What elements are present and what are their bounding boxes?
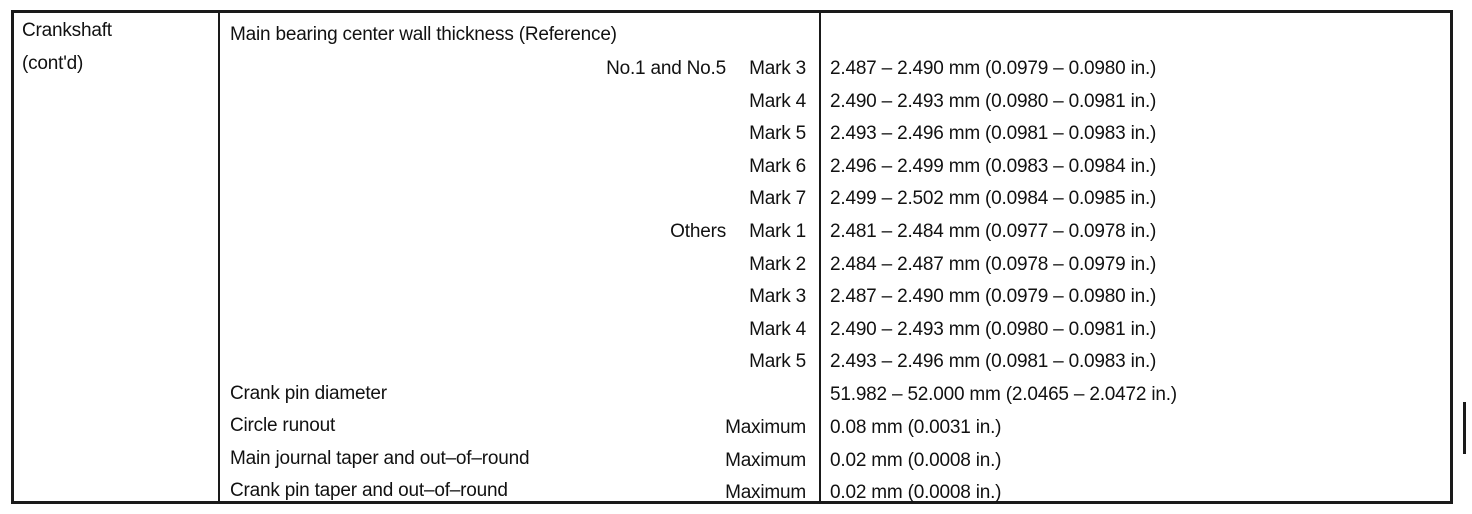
row-value: 2.484 – 2.487 mm (0.0978 – 0.0979 in.) <box>830 254 1157 275</box>
row-value: 2.493 – 2.496 mm (0.0981 – 0.0983 in.) <box>830 351 1157 372</box>
row-mark: Mark 5 <box>749 351 806 372</box>
row-mark: Mark 4 <box>749 91 806 112</box>
group-title: Crankshaft <box>22 20 112 41</box>
row-value: 2.487 – 2.490 mm (0.0979 – 0.0980 in.) <box>830 58 1157 79</box>
row-mark: Mark 1 <box>749 221 806 242</box>
spec-value: 0.02 mm (0.0008 in.) <box>830 450 1002 471</box>
row-mark: Mark 4 <box>749 319 806 340</box>
group-subtitle: (cont'd) <box>22 53 84 74</box>
row-mark: Mark 2 <box>749 254 806 275</box>
revision-bar <box>1463 402 1466 454</box>
row-mark: Mark 7 <box>749 188 806 209</box>
row-group-label: Others <box>670 221 726 242</box>
spec-item: Crank pin taper and out–of–round <box>230 480 508 501</box>
spec-qualifier: Maximum <box>725 482 806 503</box>
row-value: 2.490 – 2.493 mm (0.0980 – 0.0981 in.) <box>830 91 1157 112</box>
column-divider-2 <box>819 13 821 501</box>
row-mark: Mark 6 <box>749 156 806 177</box>
row-mark: Mark 3 <box>749 58 806 79</box>
row-value: 2.481 – 2.484 mm (0.0977 – 0.0978 in.) <box>830 221 1157 242</box>
row-value: 2.487 – 2.490 mm (0.0979 – 0.0980 in.) <box>830 286 1157 307</box>
row-value: 2.493 – 2.496 mm (0.0981 – 0.0983 in.) <box>830 123 1157 144</box>
spec-item: Main journal taper and out–of–round <box>230 448 530 469</box>
spec-item: Circle runout <box>230 415 336 436</box>
row-group-label: No.1 and No.5 <box>606 58 726 79</box>
spec-item: Crank pin diameter <box>230 383 387 404</box>
spec-value: 0.08 mm (0.0031 in.) <box>830 417 1002 438</box>
spec-value: 51.982 – 52.000 mm (2.0465 – 2.0472 in.) <box>830 384 1177 405</box>
spec-value: 0.02 mm (0.0008 in.) <box>830 482 1002 503</box>
section-heading: Main bearing center wall thickness (Reference) <box>230 24 617 45</box>
column-divider-1 <box>218 13 220 501</box>
row-value: 2.490 – 2.493 mm (0.0980 – 0.0981 in.) <box>830 319 1157 340</box>
row-value: 2.496 – 2.499 mm (0.0983 – 0.0984 in.) <box>830 156 1157 177</box>
row-mark: Mark 5 <box>749 123 806 144</box>
spec-qualifier: Maximum <box>725 417 806 438</box>
row-mark: Mark 3 <box>749 286 806 307</box>
spec-qualifier: Maximum <box>725 450 806 471</box>
row-value: 2.499 – 2.502 mm (0.0984 – 0.0985 in.) <box>830 188 1157 209</box>
